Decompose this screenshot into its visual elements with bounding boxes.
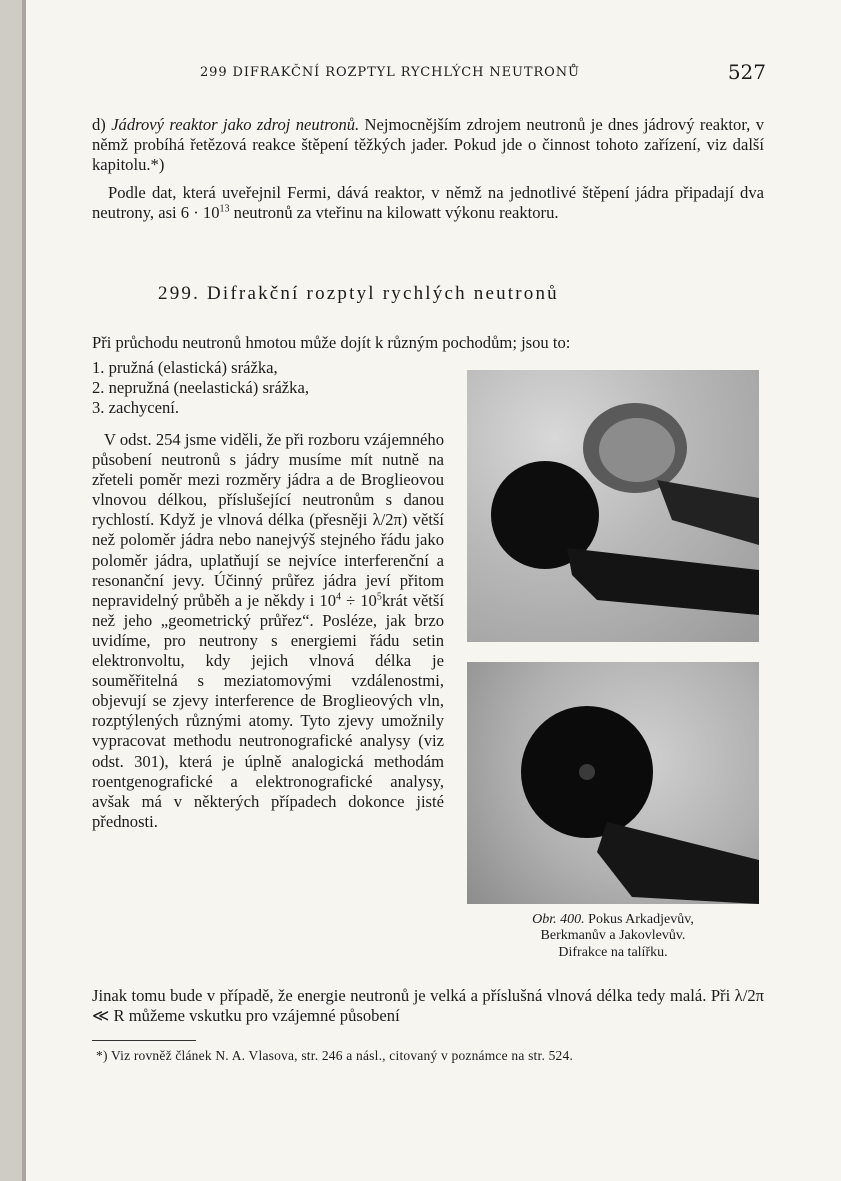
figure-photo-top (467, 370, 759, 642)
page-header (90, 62, 768, 86)
running-title: 299 DIFRAKČNÍ ROZPTYL RYCHLÝCH NEUTRONŮ (200, 65, 580, 80)
paragraph-text: krát větší než jeho „geometrický průřez“. Posléze, jak brzo uvidíme, pro neutrony s energiemi řádu setin elektronvoltu, kdy jejich vlnová délka je souměřitelná s meziatomovými vzdálenostmi, objevují se zjevy interference de Broglieových vln, rozptýlených různými atomy. Tyto zjevy umožnily vypracovat methodu neutronografické analysy (viz odst. 301), která je úplně analogická methodám roentgenografické a elektronografické analysy, avšak má v některých případech dokonce jisté přednosti. (92, 590, 444, 831)
caption-line: Pokus Arkadjevův, (584, 912, 694, 927)
list-item: 2. nepružná (neelastická) srážka, (92, 378, 309, 398)
paragraph-text: neutronů za vteřinu na kilowatt výkonu reaktoru. (229, 203, 559, 223)
paragraph-marker: d) (92, 115, 112, 134)
page-number: 527 (727, 60, 766, 84)
paragraph-title: Jádrový reaktor jako zdroj neutronů. (111, 115, 360, 134)
footnote: *) Viz rovněž článek N. A. Vlasova, str. 246 a násl., citovaný v poznámce na str. 524. (96, 1048, 574, 1063)
figure-caption (468, 912, 758, 961)
figure-photo-bottom (467, 662, 759, 904)
paragraph-reactor (92, 115, 764, 175)
holder-arm (657, 480, 759, 545)
paragraph-text: Podle dat, která uveřejnil Fermi, dává reaktor, v němž na jednotlivé štěpení jádra připadají dva neutrony, asi 6 · 10 (92, 183, 764, 223)
caption-line: Berkmanův a Jakovlevův. (540, 928, 686, 944)
diffraction-shadow-illustration (467, 662, 759, 904)
figure-number: Obr. 400. (532, 912, 585, 927)
caption-line: Difrakce na talířku. (558, 944, 668, 960)
section-intro: Při průchodu neutronů hmotou může dojít k různým pochodům; jsou to: (92, 333, 571, 352)
plate-shadow-illustration (467, 370, 759, 642)
paragraph-text: ÷ 10 (341, 590, 377, 610)
paragraph-fermi (92, 183, 764, 223)
paragraph-text: Nejmocnějším zdrojem neutronů je dnes jádrový reaktor, v němž probíhá řetězová reakce štěpení těžkých jader. Pokud jde o činnost tohoto zařízení, viz další kapitolu.*) (92, 115, 764, 175)
shadow-arm (597, 822, 759, 904)
paragraph-text: V odst. 254 jsme viděli, že při rozboru vzájemného působení neutronů s jádry musíme mít nutně na zřeteli poměr mezi rozměry jádra a de Broglieovou vlnovou délkou, příslušející neutronům s danou rychlostí. Když je vlnová délka (přesněji λ/2π) větší než poloměr jádra nebo nanejvýš stejného řádu jako poloměr jádra, uplatňují se nejvíce interferenční a resonanční jevy. Účinný průřez jádra jeví přitom nepravidelný průběh a je někdy i 10 (92, 430, 444, 610)
shadow-arm (567, 548, 759, 615)
footnote-rule (92, 1040, 196, 1041)
paragraph-continuation: Jinak tomu bude v případě, že energie neutronů je velká a příslušná vlnová délka tedy malá. Při λ/2π ≪ R můžeme vskutku pro vzájemné působení (92, 986, 764, 1026)
column-text (92, 430, 444, 832)
process-list (92, 358, 309, 418)
exponent: 4 (336, 591, 342, 603)
poisson-spot (579, 764, 595, 780)
exponent: 5 (376, 591, 382, 603)
list-item: 3. zachycení. (92, 398, 180, 418)
section-heading: 299. Difrakční rozptyl rychlých neutronů (158, 283, 559, 304)
exponent: 13 (219, 203, 230, 215)
list-item: 1. pružná (elastická) srážka, (92, 358, 278, 377)
page-gutter (0, 0, 22, 1181)
plate-center (599, 418, 675, 482)
